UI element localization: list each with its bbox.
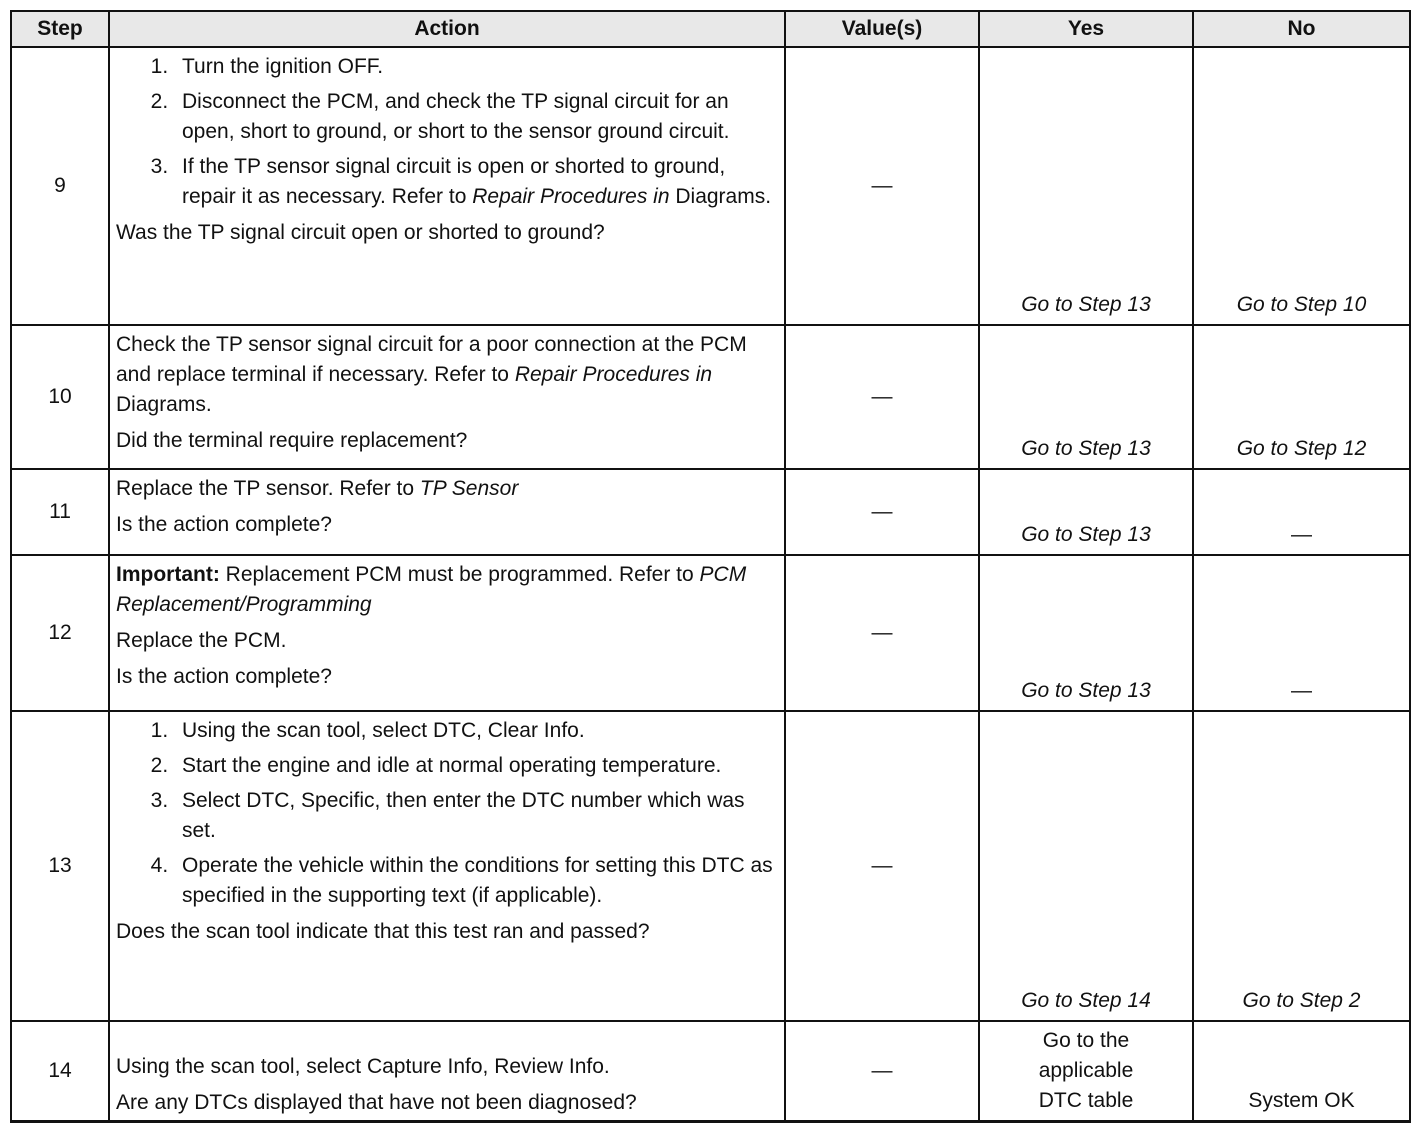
- action-text: Using the scan tool, select Capture Info, Review Info.: [116, 1054, 610, 1078]
- table-row: [11, 711, 1410, 1021]
- yes-cell: [979, 555, 1193, 711]
- yes-line: Go to the: [1042, 1028, 1130, 1052]
- action-text: [116, 330, 778, 420]
- action-question: Did the terminal require replacement?: [116, 429, 468, 452]
- header-no: No: [1193, 11, 1410, 47]
- action-question: Does the scan tool indicate that this test ran and passed?: [116, 920, 650, 943]
- value-cell: —: [785, 47, 979, 325]
- step-number: 9: [11, 47, 109, 325]
- no-value: —: [1291, 523, 1312, 546]
- yes-link[interactable]: Go to Step 13: [1021, 293, 1151, 316]
- yes-cell: [979, 325, 1193, 469]
- header-yes: Yes: [979, 11, 1193, 47]
- step-number: 12: [11, 555, 109, 711]
- action-cell: [109, 47, 785, 325]
- table-row: [11, 469, 1410, 555]
- yes-cell: [979, 1021, 1193, 1121]
- action-cell: [109, 555, 785, 711]
- no-cell: [1193, 1021, 1410, 1121]
- table-row: [11, 325, 1410, 469]
- action-step: 2. Start the engine and idle at normal operating temperature.: [174, 751, 778, 781]
- yes-link[interactable]: Go to Step 13: [1021, 523, 1151, 546]
- value-cell: —: [785, 325, 979, 469]
- action-question: Are any DTCs displayed that have not been diagnosed?: [116, 1090, 637, 1114]
- action-cell: [109, 711, 785, 1021]
- step-number: 13: [11, 711, 109, 1021]
- yes-cell: [979, 469, 1193, 555]
- yes-link[interactable]: Go to Step 14: [1021, 989, 1151, 1012]
- action-text: Replace the PCM.: [116, 629, 287, 652]
- action-steps: [116, 716, 778, 911]
- no-cell: [1193, 469, 1410, 555]
- step-number: 10: [11, 325, 109, 469]
- action-text: [116, 474, 778, 504]
- header-values: Value(s): [785, 11, 979, 47]
- no-cell: [1193, 555, 1410, 711]
- important-text: Replacement PCM must be programmed. Refer to: [225, 563, 694, 586]
- reference-tail: Diagrams.: [116, 393, 212, 416]
- action-question: Is the action complete?: [116, 513, 332, 536]
- action-question: Was the TP signal circuit open or shorted to ground?: [116, 221, 605, 244]
- yes-link[interactable]: Go to Step 13: [1021, 437, 1151, 460]
- yes-cell: [979, 711, 1193, 1021]
- no-cell: [1193, 325, 1410, 469]
- action-step: 4. Operate the vehicle within the conditions for setting this DTC as specified in the supporting text (if applicable).: [174, 851, 778, 911]
- reference-link[interactable]: TP Sensor: [419, 477, 519, 500]
- yes-link[interactable]: Go to Step 13: [1021, 679, 1151, 702]
- yes-cell: [979, 47, 1193, 325]
- table-row: [11, 555, 1410, 711]
- action-text-body: Check the TP sensor signal circuit for a poor connection at the PCM and replace terminal if necessary. Refer to: [116, 333, 747, 386]
- header-step: Step: [11, 11, 109, 47]
- action-step: 3. Select DTC, Specific, then enter the DTC number which was set.: [174, 786, 778, 846]
- action-step: 1. Using the scan tool, select DTC, Clear Info.: [174, 716, 778, 746]
- action-cell: [109, 1021, 785, 1121]
- value-cell: —: [785, 1021, 979, 1121]
- action-step: 2. Disconnect the PCM, and check the TP signal circuit for an open, short to ground, or short to the sensor ground circuit.: [174, 87, 778, 147]
- no-link[interactable]: Go to Step 10: [1236, 293, 1367, 316]
- step-number: 14: [11, 1021, 109, 1121]
- diagnostic-table: [10, 10, 1411, 1123]
- header-action: Action: [109, 11, 785, 47]
- action-step: [174, 152, 778, 212]
- no-cell: [1193, 711, 1410, 1021]
- no-link[interactable]: Go to Step 12: [1236, 437, 1367, 460]
- action-text-body: Replace the TP sensor. Refer to: [116, 477, 415, 500]
- action-step-text: If the TP sensor signal circuit is open or shorted to ground, repair it as necessary. Refer to: [182, 155, 726, 208]
- step-number: 11: [11, 469, 109, 555]
- important-label: Important:: [116, 563, 220, 586]
- table-row: [11, 1021, 1410, 1121]
- action-question: Is the action complete?: [116, 665, 332, 688]
- reference-link[interactable]: Repair Procedures in: [514, 363, 713, 386]
- value-cell: —: [785, 555, 979, 711]
- reference-link[interactable]: PCM Replacement/Programming: [116, 563, 747, 616]
- no-value: System OK: [1248, 1088, 1355, 1112]
- value-cell: —: [785, 711, 979, 1021]
- no-cell: [1193, 47, 1410, 325]
- header-row: [11, 11, 1410, 47]
- important-note: [116, 560, 778, 620]
- value-cell: —: [785, 469, 979, 555]
- no-value: —: [1291, 679, 1312, 702]
- table-row: [11, 47, 1410, 325]
- action-step: 1. Turn the ignition OFF.: [174, 52, 778, 82]
- yes-line: DTC table: [1038, 1088, 1134, 1112]
- yes-line: applicable: [1038, 1058, 1134, 1082]
- reference-tail: Diagrams.: [675, 185, 772, 208]
- action-cell: [109, 325, 785, 469]
- reference-link[interactable]: Repair Procedures in: [472, 185, 670, 208]
- action-steps: [116, 52, 778, 212]
- no-link[interactable]: Go to Step 2: [1242, 989, 1361, 1012]
- action-cell: [109, 469, 785, 555]
